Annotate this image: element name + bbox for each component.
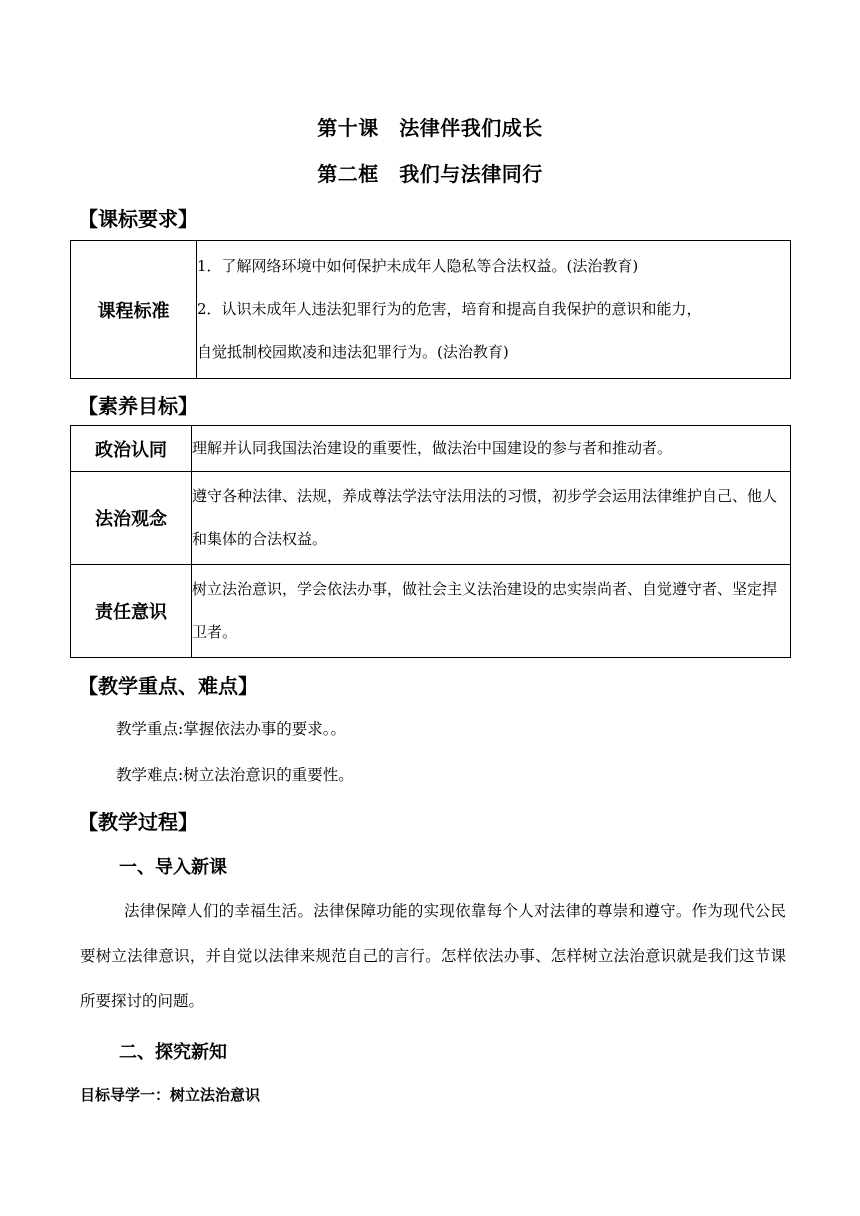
literacy-text-political [192,426,791,472]
literacy-label-responsibility: 责任意识 [71,565,192,658]
intro-heading: 一、导入新课 [119,857,227,878]
intro-paragraph: 法律保障人们的幸福生活。法律保障功能的实现依靠每个人对法律的尊崇和遵守。作为现代公民要树立法律意识，并自觉以法律来规范自己的言行。怎样依法办事、怎样树立法治意识就是我们这节课所要探讨的问题。 [80,902,786,1010]
curriculum-item-1: 1．了解网络环境中如何保护未成年人隐私等合法权益。(法治教育) [197,257,639,275]
literacy-text-responsibility [192,565,791,658]
teaching-focus: 教学重点:掌握依法办事的要求。。 [116,720,346,738]
curriculum-item-2-line-1: 2．认识未成年人违法犯罪行为的危害，培育和提高自我保护的意识和能力， [197,300,702,318]
literacy-heading: 【素养目标】 [78,394,198,418]
curriculum-label: 课程标准 [71,241,197,379]
curriculum-table [70,240,791,379]
teaching-difficulty: 教学难点:树立法治意识的重要性。 [116,766,354,784]
explore-heading: 二、探究新知 [119,1042,227,1063]
key-points-heading: 【教学重点、难点】 [78,674,258,698]
goal-1-heading: 目标导学一：树立法治意识 [80,1086,261,1104]
curriculum-item-2-line-2: 自觉抵制校园欺凌和违法犯罪行为。(法治教育) [197,343,509,361]
curriculum-content [197,241,791,379]
literacy-text-rule-of-law-lines: 遵守各种法律、法规，养成尊法学法守法用法的习惯，初步学会运用法律维护自己、他人和集体的合法权益。 [192,487,778,548]
literacy-text-rule-of-law [192,472,791,565]
frame-title: 第二框 我们与法律同行 [317,162,543,186]
lesson-title: 第十课 法律伴我们成长 [317,116,543,140]
process-heading: 【教学过程】 [78,810,198,834]
literacy-label-political: 政治认同 [71,426,192,472]
literacy-table [70,425,791,658]
literacy-text-responsibility-lines: 树立法治意识，学会依法办事，做社会主义法治建设的忠实崇尚者、自觉遵守者、坚定捍卫者。 [192,580,778,641]
literacy-text-political-line: 理解并认同我国法治建设的重要性，做法治中国建设的参与者和推动者。 [192,439,673,457]
literacy-label-rule-of-law: 法治观念 [71,472,192,565]
curriculum-heading: 【课标要求】 [78,207,198,231]
